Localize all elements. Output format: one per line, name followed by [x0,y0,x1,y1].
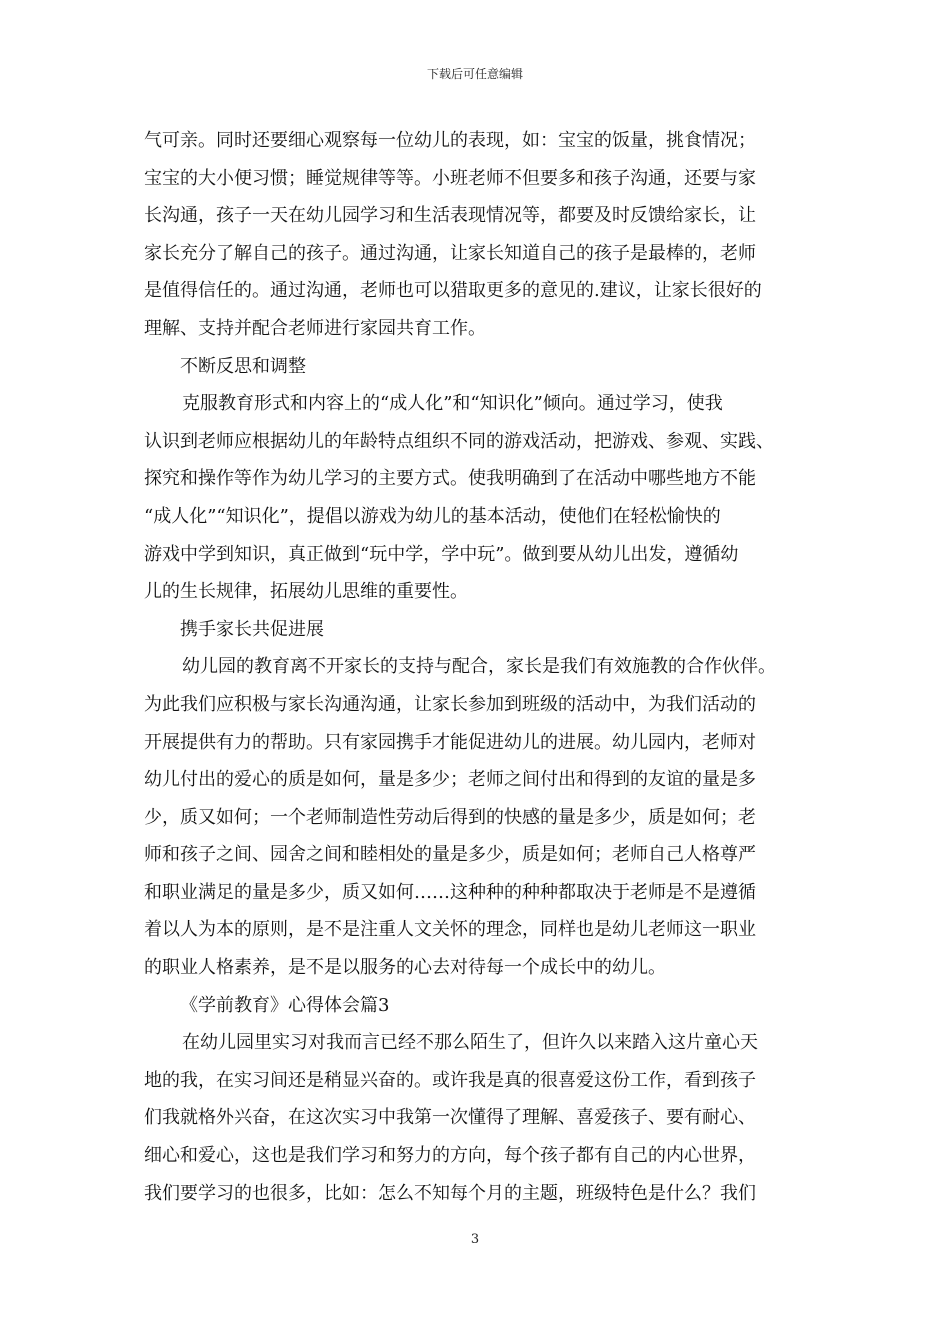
text-line: 游戏中学到知识，真正做到“玩中学，学中玩”。做到要从幼儿出发，遵循幼 [144,543,739,565]
text-line: 着以人为本的原则，是不是注重人文关怀的理念，同样也是幼儿老师这一职业 [144,919,756,941]
text-line: 少，质又如何；一个老师制造性劳动后得到的快感的量是多少，质是如何；老 [144,806,756,828]
text-line: 为此我们应积极与家长沟通沟通，让家长参加到班级的活动中，为我们活动的 [144,693,756,715]
page-number: 3 [470,1232,480,1247]
text-line: 长沟通，孩子一天在幼儿园学习和生活表现情况等，都要及时反馈给家长，让 [144,205,756,227]
text-line: 宝宝的大小便习惯；睡觉规律等等。小班老师不但要多和孩子沟通，还要与家 [144,167,756,189]
text-line: 理解、支持并配合老师进行家园共育工作。 [144,317,486,339]
text-line: 地的我，在实习间还是稍显兴奋的。或许我是真的很喜爱这份工作，看到孩子 [144,1069,756,1091]
text-line: 幼儿付出的爱心的质是如何，量是多少；老师之间付出和得到的友谊的量是多 [144,769,756,791]
text-line: “成人化”“知识化”，提倡以游戏为幼儿的基本活动，使他们在轻松愉快的 [144,505,721,527]
section-heading: 不断反思和调整 [180,355,306,377]
text-line: 克服教育形式和内容上的“成人化”和“知识化”倾向。通过学习，使我 [182,393,723,415]
text-line: 师和孩子之间、园舍之间和睦相处的量是多少，质是如何；老师自己人格尊严 [144,844,756,866]
document-body [144,122,808,1212]
text-line: 儿的生长规律，拓展幼儿思维的重要性。 [144,581,468,603]
text-line: 气可亲。同时还要细心观察每一位幼儿的表现，如：宝宝的饭量，挑食情况； [144,130,756,151]
section-heading: 《学前教育》心得体会篇3 [180,994,390,1016]
text-line: 开展提供有力的帮助。只有家园携手才能促进幼儿的进展。幼儿园内，老师对 [144,731,756,753]
text-line: 细心和爱心，这也是我们学习和努力的方向，每个孩子都有自己的内心世界， [144,1145,756,1167]
section-heading: 携手家长共促进展 [180,618,324,640]
text-line: 认识到老师应根据幼儿的年龄特点组织不同的游戏活动，把游戏、参观、实践、 [144,430,774,452]
text-line: 在幼儿园里实习对我而言已经不那么陌生了，但许久以来踏入这片童心天 [182,1032,758,1054]
page-header-note: 下载后可任意编辑 [426,67,523,81]
text-line: 家长充分了解自己的孩子。通过沟通，让家长知道自己的孩子是最棒的，老师 [144,242,756,264]
text-line: 是值得信任的。通过沟通，老师也可以猎取更多的意见的.建议，让家长很好的 [144,280,762,302]
text-line: 幼儿园的教育离不开家长的支持与配合，家长是我们有效施教的合作伙伴。 [182,656,776,678]
text-line: 和职业满足的量是多少，质又如何……这种种的种种都取决于老师是不是遵循 [144,881,756,903]
text-line: 探究和操作等作为幼儿学习的主要方式。使我明确到了在活动中哪些地方不能 [144,468,756,490]
text-line: 我们要学习的也很多，比如：怎么不知每个月的主题，班级特色是什么？我们 [144,1182,756,1204]
text-line: 们我就格外兴奋，在这次实习中我第一次懂得了理解、喜爱孩子、要有耐心、 [144,1107,756,1129]
text-line: 的职业人格素养，是不是以服务的心去对待每一个成长中的幼儿。 [144,957,666,979]
